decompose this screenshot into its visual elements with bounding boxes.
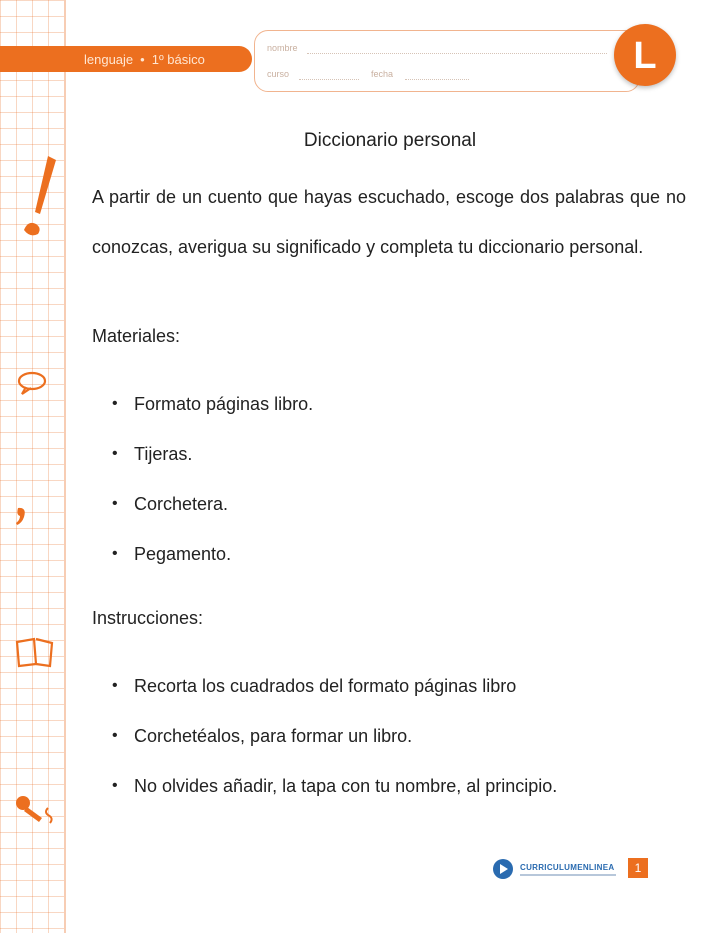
list-item-text: Tijeras. <box>134 443 193 464</box>
student-info-box <box>254 30 640 92</box>
name-field-line[interactable] <box>307 53 607 54</box>
bullet: • <box>112 395 118 412</box>
subject-badge <box>614 24 676 86</box>
materials-heading: Materiales: <box>92 326 181 346</box>
microphone-icon <box>14 794 64 828</box>
bullet: • <box>112 677 118 694</box>
course-field-label: curso <box>267 69 290 79</box>
list-item <box>112 661 557 711</box>
bullet: • <box>112 495 118 512</box>
name-field-label: nombre <box>267 43 298 53</box>
list-item-text: Recorta los cuadrados del formato páginas libro <box>134 675 517 696</box>
list-item-text: Formato páginas libro. <box>134 393 314 414</box>
date-field-label: fecha <box>371 69 394 79</box>
bullet: • <box>112 545 118 562</box>
book-icon <box>14 636 56 668</box>
subject-separator: • <box>140 51 145 67</box>
grid-margin-edge <box>64 0 66 933</box>
materials-list <box>112 379 313 579</box>
intro-paragraph: A partir de un cuento que hayas escuchado, escoge dos palabras que no conozcas, averigua su significado y completa tu diccionario personal. <box>92 187 686 257</box>
subject-badge-letter: L <box>633 35 657 77</box>
grade-label: 1º básico <box>151 51 205 67</box>
brand-name: CURRICULUMENLINEA <box>520 862 615 872</box>
instructions-heading: Instrucciones: <box>92 608 204 628</box>
subject-band <box>0 46 252 72</box>
bullet: • <box>112 445 118 462</box>
list-item-text: Corchetera. <box>134 493 229 514</box>
course-field-line[interactable] <box>299 79 359 80</box>
list-item-text: Pegamento. <box>134 543 232 564</box>
comma-icon <box>14 505 30 527</box>
list-item <box>112 429 313 479</box>
bullet: • <box>112 727 118 744</box>
list-item <box>112 761 557 811</box>
bullet: • <box>112 777 118 794</box>
list-item-text: Corchetéalos, para formar un libro. <box>134 725 413 746</box>
list-item <box>112 529 313 579</box>
exclamation-icon <box>18 152 58 242</box>
play-logo-icon <box>492 858 514 880</box>
subject-label: lenguaje <box>84 51 134 67</box>
page-title: Diccionario personal <box>303 130 477 151</box>
date-field-line[interactable] <box>405 79 469 80</box>
instructions-list <box>112 661 557 811</box>
brand-logo <box>492 858 616 880</box>
list-item <box>112 711 557 761</box>
list-item <box>112 379 313 429</box>
page-number: 1 <box>628 858 648 878</box>
speech-bubble-icon <box>16 370 50 396</box>
list-item-text: No olvides añadir, la tapa con tu nombre, al principio. <box>134 775 558 796</box>
brand-underline <box>520 874 616 876</box>
list-item <box>112 479 313 529</box>
